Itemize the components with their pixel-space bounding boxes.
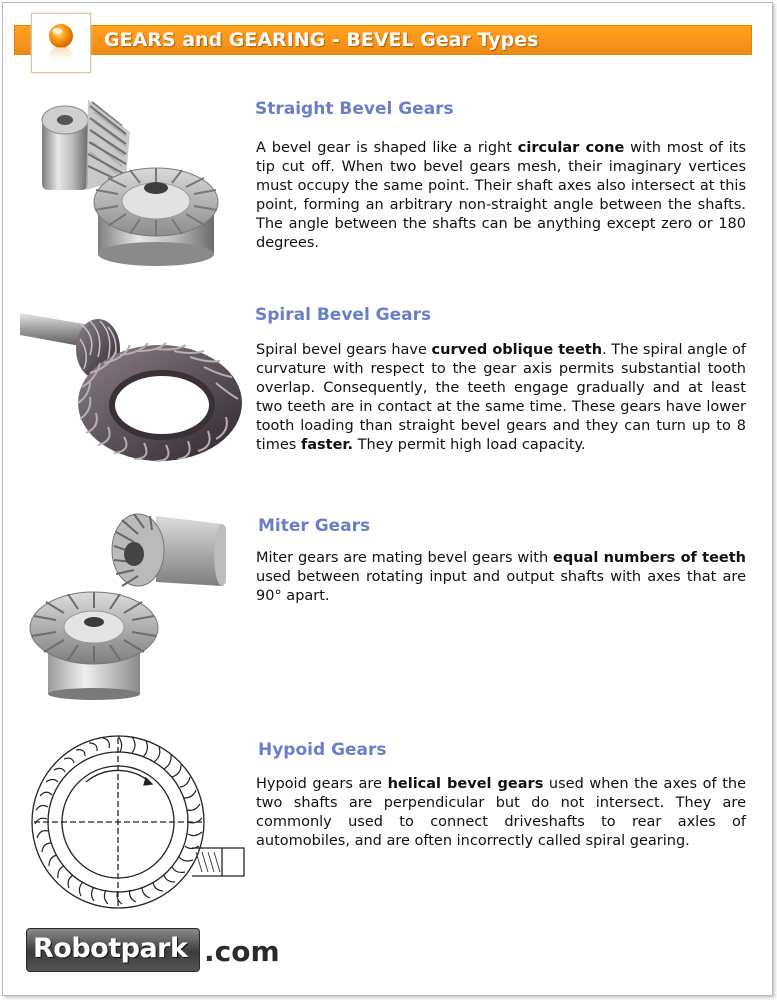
orange-sphere-icon (32, 14, 90, 72)
section-title-miter: Miter Gears (258, 516, 371, 536)
section-title-hypoid: Hypoid Gears (258, 740, 387, 760)
brand-name: Robotpark (33, 933, 188, 964)
bold-text: curved oblique teeth (431, 342, 603, 358)
section-body-miter (256, 549, 746, 606)
body-text: Spiral bevel gears have (256, 342, 432, 358)
straight-bevel-gear-image (22, 92, 232, 272)
hypoid-gear-image (26, 730, 246, 920)
body-text: They permit high load capacity. (353, 437, 586, 453)
body-text: with most of its tip cut off. When two bevel gears mesh, their imaginary vertices must occupy the same point. Their shaft axes also intersect at this point, forming an arbitrary non-straight angle between the shafts. The angle between the shafts can be anything except zero or 180 degrees. (256, 140, 746, 251)
body-text: . The spiral angle of curvature with respect to the gear axis permits substantial tooth overlap. Consequently, the teeth engage gradually and at least two teeth are in contact at the same time. These gears have lower tooth loading than straight bevel gears and they can turn up to 8 times (256, 342, 746, 453)
body-text: Hypoid gears are (256, 776, 388, 792)
body-text: A bevel gear is shaped like a right (256, 140, 518, 156)
bold-text: circular cone (517, 140, 625, 156)
section-body-straight-bevel (256, 139, 746, 253)
page-title: GEARS and GEARING - BEVEL Gear Types (104, 29, 539, 51)
bold-text: helical bevel gears (387, 776, 544, 792)
bold-text: equal numbers of teeth (553, 550, 746, 566)
spiral-bevel-gear-image (20, 303, 242, 483)
spiral-bevel-gear-icon (20, 303, 242, 483)
miter-gear-icon (26, 510, 226, 700)
hypoid-gear-icon (26, 730, 246, 920)
body-text: used between rotating input and output shafts with axes that are 90° apart. (256, 569, 746, 604)
miter-gear-image (26, 510, 226, 700)
body-text: Miter gears are mating bevel gears with (256, 550, 553, 566)
section-title-straight-bevel: Straight Bevel Gears (255, 99, 454, 119)
section-body-spiral-bevel (256, 341, 746, 455)
header-logo (31, 13, 91, 73)
section-body-hypoid (256, 775, 746, 851)
bold-text: faster. (300, 437, 354, 453)
straight-bevel-gear-icon (22, 92, 232, 272)
section-title-spiral-bevel: Spiral Bevel Gears (255, 305, 432, 325)
body-text: used when the axes of the two shafts are perpendicular but do not intersect. They are commonly used to connect driveshafts to rear axles of automobiles, and are often incorrectly called spiral gearing. (256, 776, 746, 849)
brand-suffix: .com (204, 935, 280, 968)
